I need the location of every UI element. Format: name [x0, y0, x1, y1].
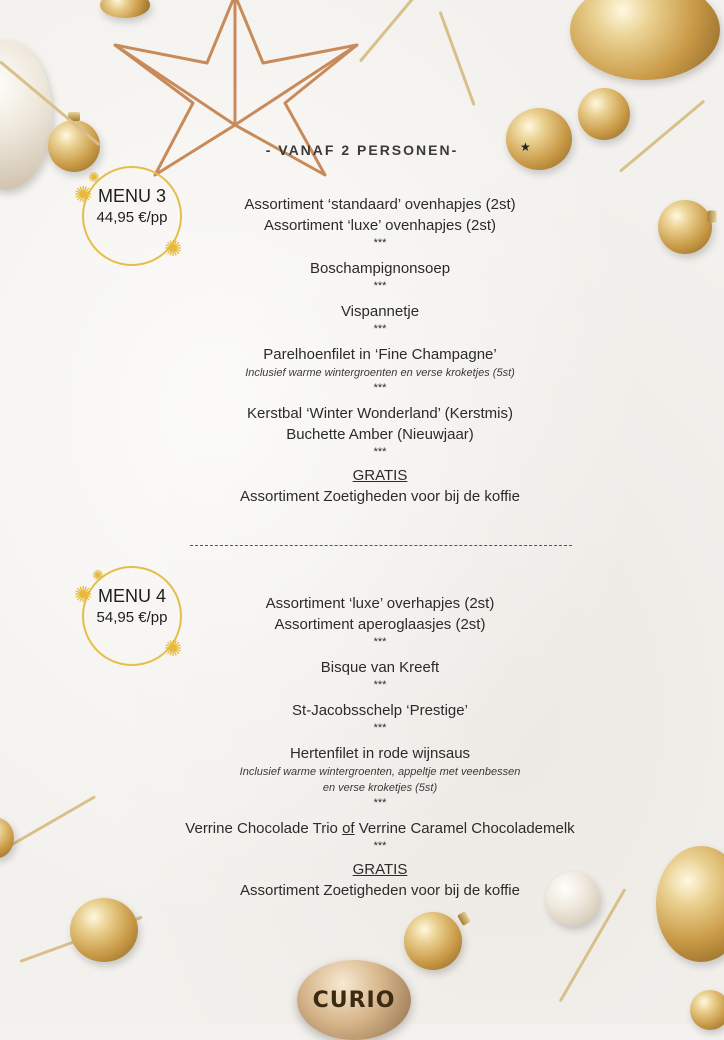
sparkle-icon: ✺	[92, 567, 104, 583]
gratis-label: GRATIS	[352, 861, 408, 878]
separator: ***	[373, 679, 387, 691]
dessert-option-1: Verrine Chocolade Trio	[185, 820, 338, 837]
menu-item: Buchette Amber (Nieuwjaar)	[286, 426, 474, 443]
separator: ***	[373, 722, 387, 734]
ornament-cap	[708, 211, 717, 223]
separator: ***	[373, 840, 387, 852]
separator: ***	[373, 446, 387, 458]
menu-item: Boschampignonsoep	[309, 260, 451, 277]
menu-item: Assortiment Zoetigheden voor bij de koffie	[240, 488, 520, 505]
menu4-title: MENU 4	[97, 586, 166, 606]
sparkle-icon: ✺	[88, 169, 100, 185]
menu-item: Assortiment aperoglaasjes (2st)	[274, 616, 486, 633]
sparkle-icon: ✺	[74, 582, 93, 607]
persons-subtitle: - VANAF 2 PERSONEN-	[265, 142, 459, 158]
menu-item: Vispannetje	[340, 303, 420, 320]
menu-item: Hertenfilet in rode wijnsaus	[289, 745, 471, 762]
menu3-price: 44,95 €/pp	[96, 209, 168, 226]
dessert-or: of	[342, 820, 355, 837]
gratis-label: GRATIS	[352, 467, 408, 484]
logo-text: CURIO	[312, 988, 396, 1013]
menu-item-note: en verse kroketjes (5st)	[322, 782, 438, 794]
ornament-right-small	[658, 200, 712, 254]
menu-item: St-Jacobsschelp ‘Prestige’	[292, 702, 468, 719]
menu-item: Parelhoenfilet in ‘Fine Champagne’	[263, 346, 497, 363]
separator: ***	[373, 323, 387, 335]
menu-item: Assortiment ‘standaard’ ovenhapjes (2st)	[244, 196, 516, 213]
menu-item: Assortiment Zoetigheden voor bij de koffie	[240, 882, 520, 899]
separator: ***	[373, 382, 387, 394]
dessert-option-2: Verrine Caramel Chocolademelk	[358, 820, 575, 837]
separator: ***	[373, 636, 387, 648]
menu-divider	[190, 545, 572, 546]
menu4-price: 54,95 €/pp	[96, 609, 168, 626]
ornament-bottom-right-small	[690, 990, 724, 1030]
sparkle-icon: ✺	[164, 236, 183, 261]
bell-ornament-bottom	[70, 898, 138, 962]
menu-item: Kerstbal ‘Winter Wonderland’ (Kerstmis)	[247, 405, 513, 422]
menu-item: Assortiment ‘luxe’ ovenhapjes (2st)	[263, 217, 497, 234]
curio-logo	[297, 960, 411, 1040]
separator: ***	[373, 237, 387, 249]
menu3-title: MENU 3	[97, 186, 166, 206]
ornament-right-mid	[578, 88, 630, 140]
separator: ***	[373, 280, 387, 292]
bell-mark-icon: ★	[520, 140, 531, 154]
menu3-items	[110, 194, 650, 507]
bell-ornament-top	[506, 108, 572, 170]
pearl-ornament-bottom	[546, 872, 600, 926]
sparkle-icon: ✺	[164, 636, 183, 661]
menu-item-note: Inclusief warme wintergroenten, appeltje met veenbessen	[239, 766, 521, 778]
menu-item-note: Inclusief warme wintergroenten en verse kroketjes (5st)	[245, 367, 515, 379]
menu-item-dessert	[110, 818, 650, 839]
menu4-items	[110, 593, 650, 901]
menu-item: Bisque van Kreeft	[320, 659, 440, 676]
sparkle-icon: ✺	[74, 182, 93, 207]
ornament-bottom-center	[404, 912, 462, 970]
separator: ***	[373, 797, 387, 809]
menu-item: Assortiment ‘luxe’ overhapjes (2st)	[265, 595, 495, 612]
